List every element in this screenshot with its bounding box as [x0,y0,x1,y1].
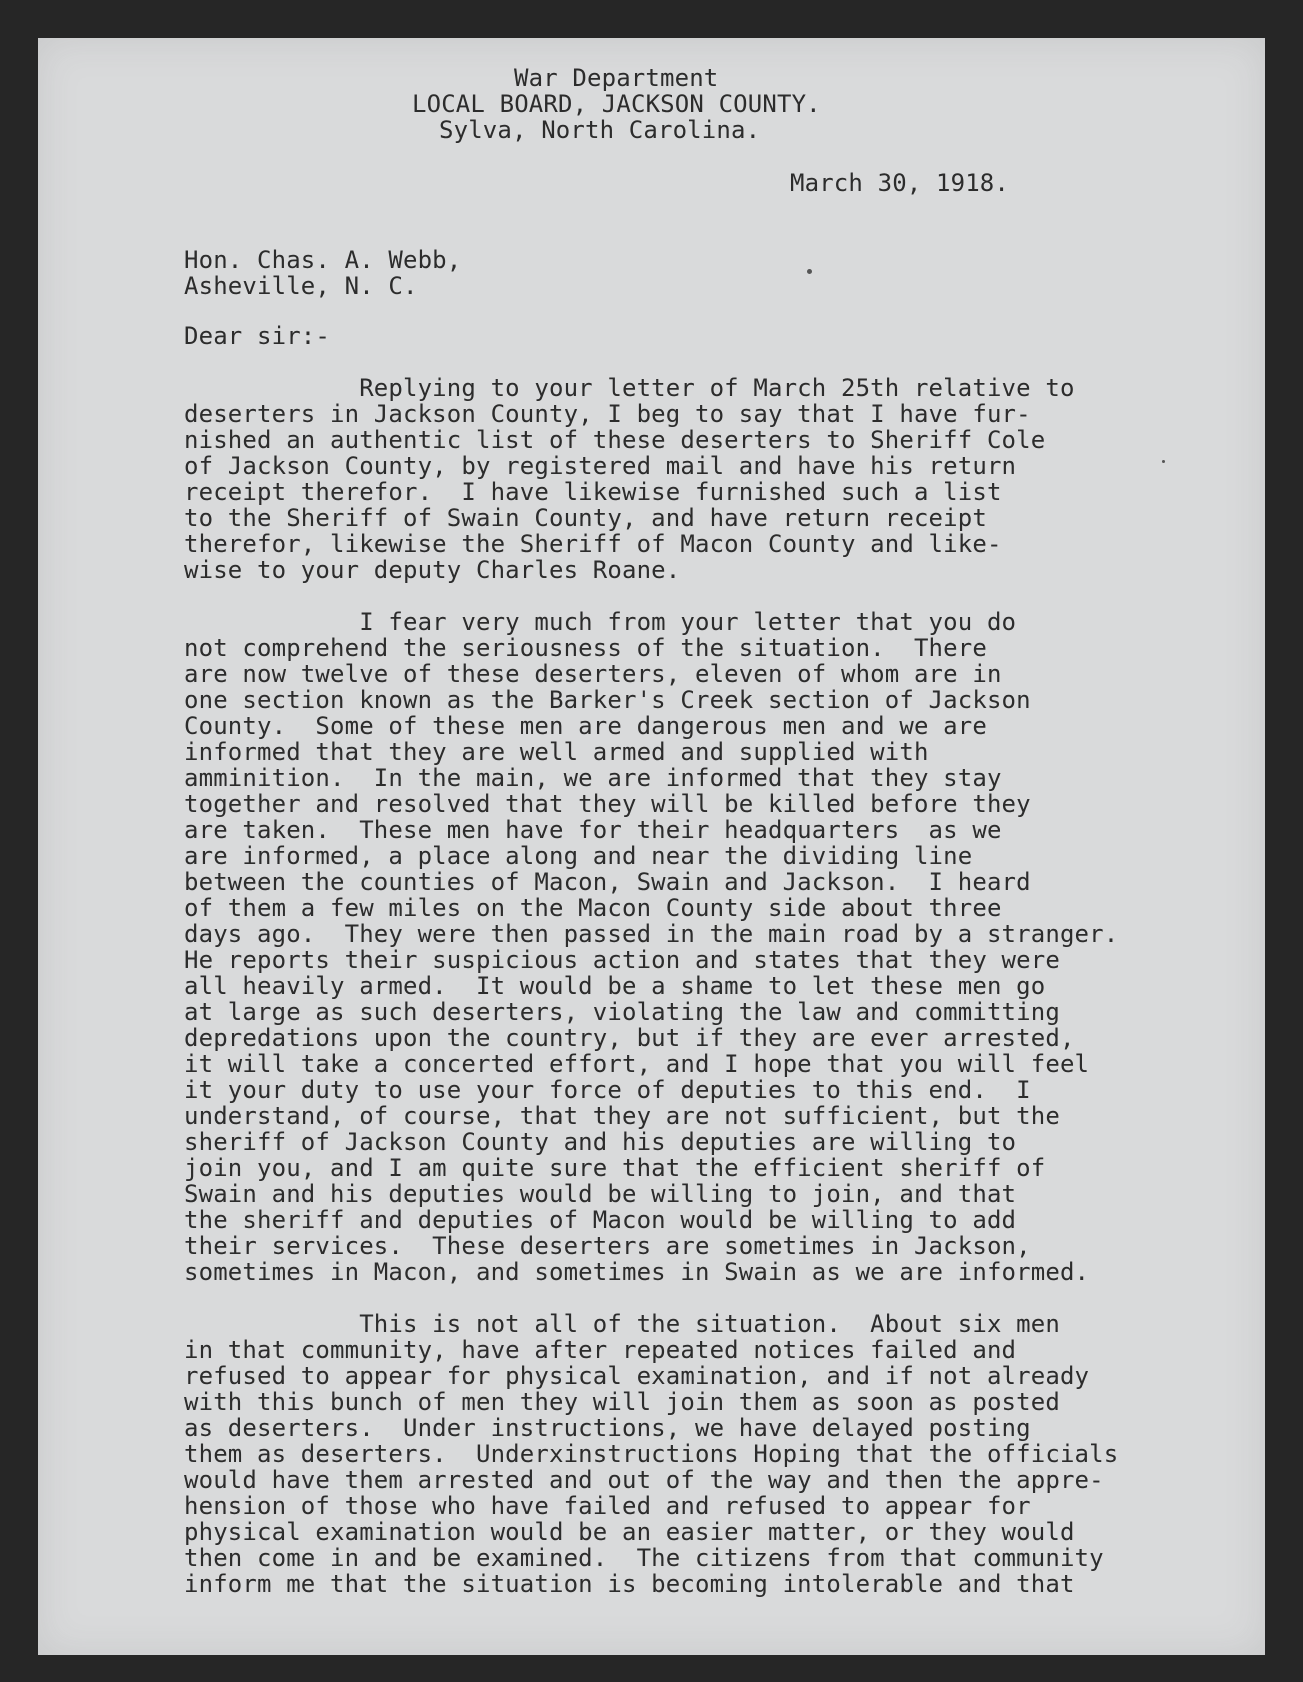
body-line: with this bunch of men they will join them as soon as posted [184,1388,1060,1416]
body-line: not comprehend the seriousness of the situation. There [184,634,987,662]
body-line: wise to your deputy Charles Roane. [184,556,681,584]
body-line: sheriff of Jackson County and his deputies are willing to [184,1128,1017,1156]
body-line: days ago. They were then passed in the main road by a stranger. [184,920,1119,948]
salutation: Dear sir:- [184,322,330,350]
body-line: deserters in Jackson County, I beg to say that I have fur- [184,400,1031,428]
body-line: to the Sheriff of Swain County, and have return receipt [184,504,987,532]
body-line: at large as such deserters, violating the law and committing [184,998,1060,1026]
body-line: nished an authentic list of these deserters to Sheriff Cole [184,426,1046,454]
body-line: are informed, a place along and near the dividing line [184,842,973,870]
body-line: as deserters. Under instructions, we have delayed posting [184,1414,1031,1442]
body-line: therefor, likewise the Sheriff of Macon County and like- [184,530,1002,558]
body-line: are taken. These men have for their headquarters as we [184,816,1002,844]
body-line: understand, of course, that they are not sufficient, but the [184,1102,1060,1130]
recipient-name: Hon. Chas. A. Webb, [184,246,462,274]
body-line: receipt therefor. I have likewise furnished such a list [184,478,1002,506]
body-line: depredations upon the country, but if they are ever arrested, [184,1024,1075,1052]
letterhead-line-2: LOCAL BOARD, JACKSON COUNTY. [412,90,821,118]
body-line: refused to appear for physical examination, and if not already [184,1362,1090,1390]
body-line: it will take a concerted effort, and I hope that you will feel [184,1050,1090,1078]
letter-date: March 30, 1918. [790,169,1009,197]
ink-speck [1162,460,1165,463]
body-line: join you, and I am quite sure that the efficient sheriff of [184,1154,1046,1182]
body-line: one section known as the Barker's Creek section of Jackson [184,686,1031,714]
body-line: of Jackson County, by registered mail and have his return [184,452,1017,480]
body-line: the sheriff and deputies of Macon would be willing to add [184,1206,1017,1234]
body-line: Replying to your letter of March 25th relative to [184,374,1075,402]
letterhead-line-1: War Department [514,64,719,92]
body-line: sometimes in Macon, and sometimes in Swain as we are informed. [184,1258,1090,1286]
body-line: I fear very much from your letter that you do [184,608,1017,636]
body-line: all heavily armed. It would be a shame to let these men go [184,972,1046,1000]
body-line: in that community, have after repeated notices failed and [184,1336,1017,1364]
body-line: are now twelve of these deserters, eleven of whom are in [184,660,1002,688]
body-line: This is not all of the situation. About six men [184,1310,1060,1338]
body-line: informed that they are well armed and supplied with [184,738,929,766]
body-line: between the counties of Macon, Swain and Jackson. I heard [184,868,1031,896]
body-line: would have them arrested and out of the way and then the appre- [184,1466,1104,1494]
body-line: inform me that the situation is becoming intolerable and that [184,1570,1075,1598]
body-line: their services. These deserters are sometimes in Jackson, [184,1232,1031,1260]
body-line: together and resolved that they will be killed before they [184,790,1031,818]
ink-speck [807,269,812,274]
body-line: physical examination would be an easier matter, or they would [184,1518,1075,1546]
body-line: amminition. In the main, we are informed that they stay [184,764,1002,792]
body-line: of them a few miles on the Macon County side about three [184,894,1002,922]
body-line: it your duty to use your force of deputies to this end. I [184,1076,1031,1104]
recipient-city: Asheville, N. C. [184,272,418,300]
body-line: County. Some of these men are dangerous men and we are [184,712,987,740]
body-line: Swain and his deputies would be willing to join, and that [184,1180,1017,1208]
body-line: then come in and be examined. The citizens from that community [184,1544,1104,1572]
body-line: He reports their suspicious action and states that they were [184,946,1060,974]
letterhead-line-3: Sylva, North Carolina. [439,116,761,144]
body-line: them as deserters. Underxinstructions Hoping that the officials [184,1440,1119,1468]
body-line: hension of those who have failed and refused to appear for [184,1492,1031,1520]
letter-page [38,38,1265,1655]
